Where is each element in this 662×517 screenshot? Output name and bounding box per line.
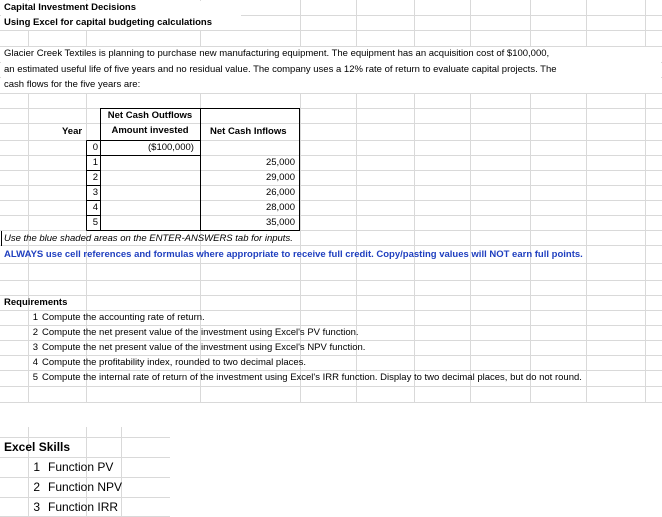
inflow-cell[interactable]: 29,000 <box>265 172 295 183</box>
requirement-number: 2 <box>32 327 38 338</box>
skill-function-npv: Function NPV <box>48 480 123 494</box>
header-amount-invested: Amount invested <box>111 125 189 136</box>
requirement-text: Compute the accounting rate of return. <box>42 312 205 323</box>
year-cell[interactable]: 5 <box>92 217 98 228</box>
description-line-3: cash flows for the five years are: <box>4 79 141 90</box>
skill-number: 1 <box>33 460 40 474</box>
inflow-cell[interactable]: 25,000 <box>265 157 295 168</box>
sheet-title: Capital Investment Decisions <box>4 2 136 13</box>
year-cell[interactable]: 2 <box>92 172 98 183</box>
skill-number: 3 <box>33 500 40 514</box>
description-line-2: an estimated useful life of five years and no residual value. The company uses a 12% rate of return to evaluate capital projects. The <box>4 64 557 75</box>
inflow-cell[interactable]: 28,000 <box>265 202 295 213</box>
requirement-text: Compute the profitability index, rounded to two decimal places. <box>42 357 307 368</box>
header-outflows: Net Cash Outflows <box>107 110 193 121</box>
header-year: Year <box>62 126 83 137</box>
year-cell[interactable]: 3 <box>92 187 98 198</box>
inflow-cell[interactable]: 26,000 <box>265 187 295 198</box>
requirement-text: Compute the net present value of the investment using Excel's PV function. <box>42 327 359 338</box>
excel-skills-heading: Excel Skills <box>4 440 71 454</box>
sheet-subtitle: Using Excel for capital budgeting calculations <box>4 17 212 28</box>
outflow-cell[interactable]: ($100,000) <box>148 142 194 153</box>
requirement-number: 5 <box>32 372 38 383</box>
requirement-number: 1 <box>32 312 38 323</box>
skill-function-irr: Function IRR <box>48 500 119 514</box>
requirement-text: Compute the internal rate of return of the investment using Excel's IRR function. Display to two decimal places, but do not round. <box>42 372 582 383</box>
note-always: ALWAYS use cell references and formulas where appropriate to receive full credit. Copy/pasting values will NOT earn full points. <box>4 249 583 260</box>
description-line-1: Glacier Creek Textiles is planning to purchase new manufacturing equipment. The equipment has an acquisition cost of $100,000, <box>4 48 550 59</box>
header-inflows: Net Cash Inflows <box>210 126 287 137</box>
requirements-heading: Requirements <box>4 297 68 308</box>
requirement-number: 4 <box>32 357 38 368</box>
requirement-number: 3 <box>32 342 38 353</box>
skill-number: 2 <box>33 480 40 494</box>
year-cell[interactable]: 1 <box>92 157 98 168</box>
year-cell[interactable]: 4 <box>92 202 98 213</box>
skill-function-pv: Function PV <box>48 460 114 474</box>
note-blue-shaded: Use the blue shaded areas on the ENTER-ANSWERS tab for inputs. <box>4 233 293 244</box>
year-cell[interactable]: 0 <box>92 142 98 153</box>
requirement-text: Compute the net present value of the investment using Excel's NPV function. <box>42 342 366 353</box>
inflow-cell[interactable]: 35,000 <box>265 217 295 228</box>
